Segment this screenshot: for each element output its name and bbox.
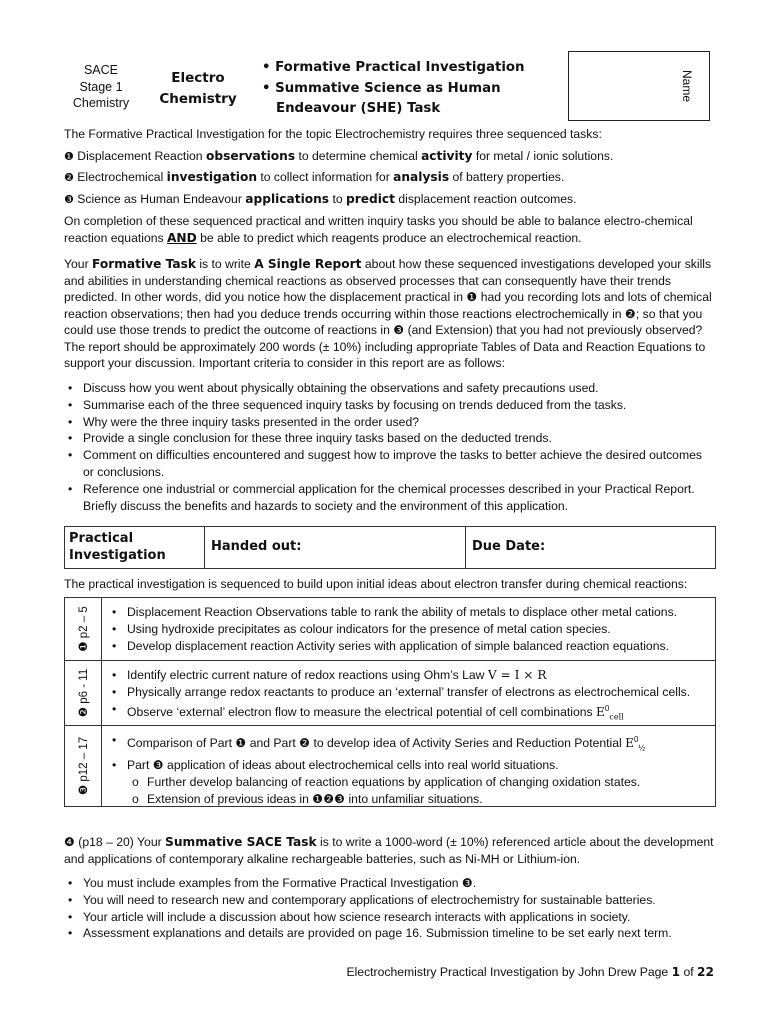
list-item: • Comment on difficulties encountered and suggest how to improve the tasks to better achieve the desired outcomes or conclusions. — [64, 447, 716, 481]
page-number: 1 — [671, 965, 681, 979]
topic-title — [150, 68, 246, 110]
course-line: Chemistry — [72, 96, 130, 110]
summative-paragraph: ❹ (p18 – 20) Your Summative SACE Task is to write a 1000-word (± 10%) referenced article about the development and applications of contemporary alkaline rechargeable batteries, such as Ni-MH or Lithium-ion. — [64, 835, 714, 866]
list-item: o Extension of previous ideas in ❶❷❸ into unfamiliar situations. — [108, 791, 711, 808]
list-item: • Assessment explanations and details are provided on page 16. Submission timeline to be set early next term. — [64, 925, 716, 942]
practical-parts-table — [64, 597, 716, 807]
topic-line: Chemistry — [159, 91, 237, 107]
part-2-label: ❷ p6 - 11 — [65, 661, 102, 725]
table-row — [65, 661, 715, 726]
list-item: • Comparison of Part ❶ and Part ❷ to develop idea of Activity Series and Reduction Potential $E^0_{\frac{1}{2}}$ — [108, 732, 711, 757]
list-item: • Why were the three inquiry tasks presented in the order used? — [64, 414, 716, 431]
page-total: 22 — [697, 965, 714, 979]
formative-paragraph: Your Formative Task is to write A Single Report about how these sequenced investigations developed your skills and abilities in understanding chemical reactions as observed processes that can consequently have their trends predicted. In other words, did you notice how the displacement practical in ❶ had you recording lots and lots of chemical reaction observations; then had you deduce trends occurring within those reactions electrochemically in ❷; so that you could use those trends to predict the outcome of reactions in ❸ (and Extension) that you had not previously observed? The report should be approximately 200 words (± 10%) including appropriate Tables of Data and Reaction Equations to support your discussion. Important criteria to consider in this report are as follows: — [64, 257, 712, 370]
topic-line: Electro — [171, 70, 225, 86]
formative-criteria-list — [64, 380, 716, 514]
task-item-2: • Summative Science as Human Endeavour (SHE) Task — [262, 80, 501, 116]
list-item: • Identify electric current nature of redox reactions using Ohm’s Law V = I × R — [108, 667, 711, 684]
intro-item-3: ❸ Science as Human Endeavour applications to predict displacement reaction outcomes. — [64, 192, 577, 206]
task-item-1: • Formative Practical Investigation — [262, 60, 525, 75]
page-footer: Electrochemistry Practical Investigation by John Drew Page 1 of 22 — [346, 965, 714, 979]
list-item: • Summarise each of the three sequenced inquiry tasks by focusing on trends deduced from the tasks. — [64, 397, 716, 414]
list-item: o Further develop balancing of reaction equations by application of changing oxidation states. — [108, 774, 711, 791]
intro-item-2: ❷ Electrochemical investigation to collect information for analysis of battery properties. — [64, 170, 565, 184]
list-item: • You must include examples from the Formative Practical Investigation ❸. — [64, 875, 716, 892]
list-item: • Displacement Reaction Observations table to rank the ability of metals to displace other metal cations. — [108, 604, 711, 621]
part-3-body — [102, 726, 715, 806]
completion-paragraph: On completion of these sequenced practical and written inquiry tasks you should be able to balance electro-chemical reaction equations AND be able to predict which reagents produce an electrochemical reaction. — [64, 214, 693, 245]
course-line: SACE — [83, 63, 119, 77]
part-1-body — [102, 598, 715, 660]
list-item: • Provide a single conclusion for these three inquiry tasks based on the deducted trends. — [64, 430, 716, 447]
name-box[interactable] — [568, 51, 710, 121]
submission-table — [64, 526, 716, 569]
part-3-label: ❸ p12 – 17 — [65, 726, 102, 806]
table-row — [65, 598, 715, 661]
list-item: • Reference one industrial or commercial application for the chemical processes described in your Practical Report. Briefly discuss the benefits and hazards to society and the environment of this application. — [64, 481, 716, 515]
list-item: • Using hydroxide precipitates as colour indicators for the presence of metal cation species. — [108, 621, 711, 638]
list-item: • Develop displacement reaction Activity series with application of simple balanced reaction equations. — [108, 638, 711, 655]
practical-intro: The practical investigation is sequenced to build upon initial ideas about electron transfer during chemical reactions: — [64, 577, 688, 591]
summative-list — [64, 875, 716, 942]
list-item: • Part ❸ application of ideas about electrochemical cells into real world situations. — [108, 757, 711, 774]
part-1-label: ❶ p2 – 5 — [65, 598, 102, 660]
intro-line: The Formative Practical Investigation for the topic Electrochemistry requires three sequenced tasks: — [64, 127, 602, 141]
list-item: • Your article will include a discussion about how science research interacts with applications in society. — [64, 909, 716, 926]
course-label — [68, 62, 134, 112]
list-item: • Physically arrange redox reactants to produce an ‘external’ transfer of electrons as electrochemical cells. — [108, 684, 711, 701]
list-item: • Discuss how you went about physically obtaining the observations and safety precautions used. — [64, 380, 716, 397]
task-list — [262, 58, 567, 120]
list-item: • Observe ‘external’ electron flow to measure the electrical potential of cell combinations $E^0_{cell}$ — [108, 701, 711, 726]
list-item: • You will need to research new and contemporary applications of electrochemistry for sustainable batteries. — [64, 892, 716, 909]
intro-item-1: ❶ Displacement Reaction observations to determine chemical activity for metal / ionic solutions. — [64, 149, 614, 163]
name-label: Name — [679, 69, 694, 103]
table-row — [65, 726, 715, 806]
handed-out-field[interactable]: Handed out: — [205, 527, 466, 568]
part-2-body — [102, 661, 715, 725]
practical-investigation-label: Practical Investigation — [65, 527, 205, 568]
due-date-field[interactable]: Due Date: — [472, 539, 546, 554]
course-line: Stage 1 — [79, 79, 123, 94]
